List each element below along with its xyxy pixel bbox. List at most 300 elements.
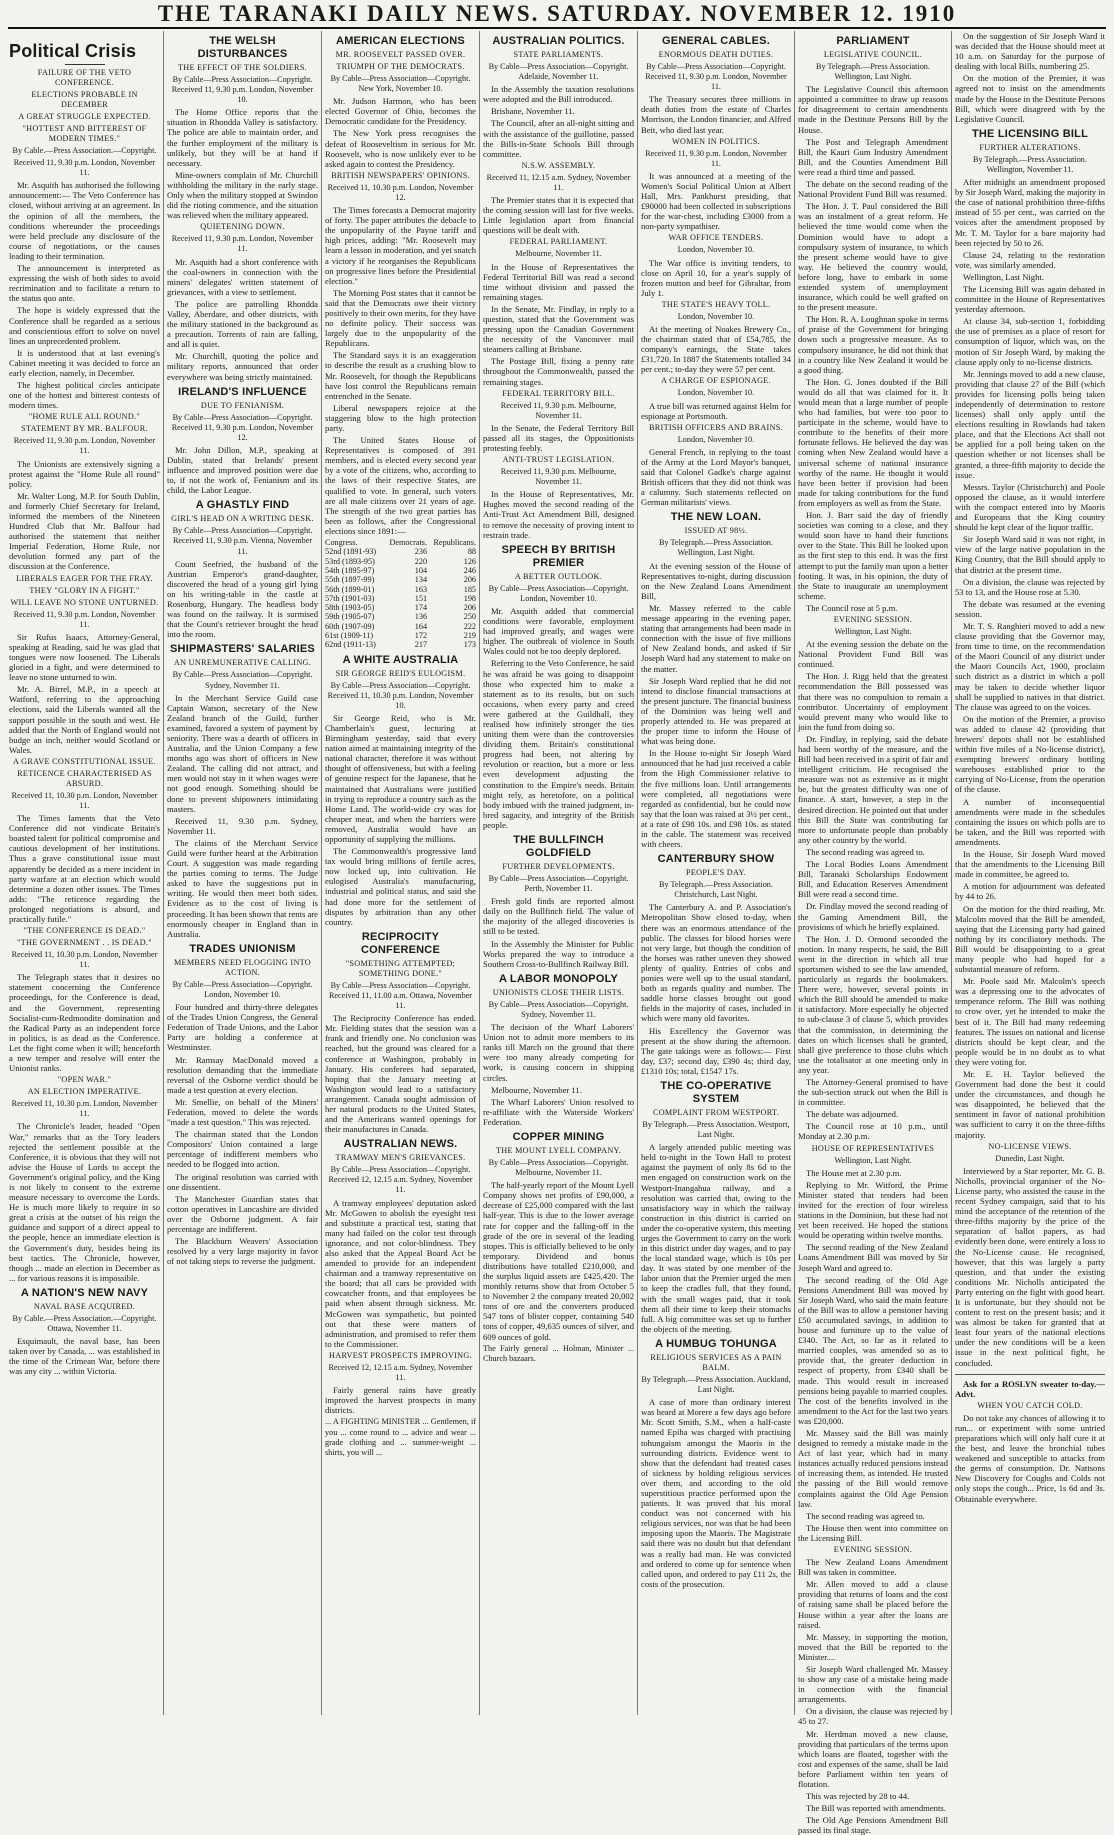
advertisement: Do not take any chances of allowing it to run... or experiment with some untried preparations which will only half cure it at the best, and leave the bronchial tubes weakened and susceptible to attacks from the germs of consumption. Dr. Nattsons New Discovery for Coughs and Colds not only stops the cough... Price, 1s 6d and 3s. Obtainable everywhere. — [955, 1412, 1105, 1504]
paragraph: Mr. Massey said the Bill was mainly designed to remedy a mistake made in the Act of last year, which had in many instances actually reduced pensions instead of increasing them, as intended. He trusted the passing of the Bill would remove complaints against the Old Age Pension law. — [798, 1428, 948, 1509]
paragraph: After midnight an amendment proposed by Sir Joseph Ward, making the majority in the case of national prohibition three-fifths instead of 55 per cent., was carried on the voices after the amendment proposed by Mr. T. M. Taylor for a bare majority had been rejected by 50 to 26. — [955, 177, 1105, 248]
table-cell: 236 — [414, 547, 428, 557]
subhead: SIR GEORGE REID'S EULOGISM. — [335, 668, 466, 678]
paragraph: Mr. Asquith added that commercial conditions were favorable, employment had improved greatly, and wages were higher. The outbreak of violence in South Wales could not be too deeply deplored. — [483, 605, 634, 657]
paragraph: Fresh gold finds are reported almost daily on the Bullfinch field. The value of the majority of the alleged discoveries is still to be tested. — [483, 896, 634, 937]
paragraph: Four hundred and thirty-three delegates of the Trades Union Congress, the General Federation of Trade Unions, and the Labor Party are holding a conference at Westminster. — [167, 1002, 318, 1053]
paragraph: Mr. Judson Harmon, who has been elected Governor of Ohio, becomes the Democratic candidate for the Presidency. — [325, 96, 476, 127]
subhead: ANTI-TRUST LEGISLATION. — [502, 455, 615, 465]
article-body — [483, 489, 634, 539]
paragraph: Sir Joseph Ward replied that he did not intend to disclose financial transactions at the present juncture. The financial business of the Dominion was being well and properly attended to. He was prepared at the proper time to inform the House of what was being done. — [641, 675, 791, 747]
paragraph: The Council, after an all-night sitting and with the assistance of the guillotine, passed the Bills-in-State Schools Bill through committee. — [483, 118, 634, 159]
article-body — [641, 94, 791, 134]
byline: By Cable—Press Association—Copyright. Melbourne, November 11. — [488, 1157, 629, 1178]
table-cell: 134 — [414, 575, 428, 585]
columns-container — [6, 31, 1108, 1835]
table-cell: 54th (1895-97) — [325, 565, 375, 575]
congress-table — [325, 538, 476, 650]
subhead: BRITISH NEWSPAPERS' OPINIONS. — [331, 170, 470, 180]
table-row — [325, 566, 476, 575]
paragraph: This was rejected by 28 to 44. — [806, 1791, 910, 1802]
table-header: Congress. — [325, 538, 358, 548]
headline-tohunga: A HUMBUG TOHUNGA — [655, 1337, 777, 1350]
paragraph: On the motion of the Premier, it was agreed not to insist on the amendments made by the House in the Destitute Persons Bill, which were disagreed with by the Legislative Council. — [955, 73, 1105, 124]
dateline: Received 11, 9.30 p.m. Melbourne, November 11. — [500, 467, 617, 487]
column-1 — [6, 31, 163, 1715]
subhead: HARVEST PROSPECTS IMPROVING. — [329, 1350, 472, 1360]
subhead: GIRL'S HEAD ON A WRITING DESK. — [171, 514, 314, 524]
headline-reciprocity: RECIPROCITY CONFERENCE — [360, 930, 440, 956]
subhead: NO-LICENSE VIEWS. — [988, 1141, 1072, 1151]
paragraph: The Hon. J. Rigg held that the greatest recommendation the Bill possessed was that there was no compulsion to remain a contributor. Uncertainty of employment would prevent many who would like to join the fund from doing so. — [798, 671, 948, 732]
table-cell: 52nd (1891-93) — [325, 547, 377, 557]
article-body — [641, 902, 791, 1076]
byline: By Cable.—Press Association.—Copyright. — [12, 146, 157, 155]
paragraph: The second reading of the New Zealand Loans Amendment Bill was moved by Sir Joseph Ward and agreed to. — [798, 1242, 948, 1273]
subhead: "THE CONFERENCE IS DEAD." — [23, 926, 146, 936]
subhead: ISSUED AT 98½. — [684, 526, 748, 536]
article-body — [641, 1142, 791, 1334]
paragraph: The second reading of the Old Age Pensions Amendment Bill was moved by Sir Joseph Ward, who said the main feature of the Bill was to allow a pensioner having £50 accumulated savings, in addition to house and furniture up to the value of £340. The Act, so far as it related to married couples, was amended so as to provide that, the greater deduction in respect of property, from £340 shall be made. This would result in increased pensions being payable to married couples. The cost of the benefits involved in the amendment to the Act for the last two years was £20,000. — [798, 1274, 948, 1426]
paragraph: Replying to Mr. Witford, the Prime Minister stated that tenders had been invited for the erection of four wireless stations in the Dominion, but these had not yet been received. He hoped the stations would be operating within twelve months. — [798, 1179, 948, 1241]
paragraph: The House then went into committee on the Licensing Bill. — [798, 1522, 948, 1543]
table-cell: 56th (1899-01) — [325, 584, 375, 594]
paragraph: In the House of Representatives the Federal Territorial Bill was read a second time without division and passed the remaining stages. — [483, 261, 634, 302]
paragraph: The hope is widely expressed that the Conference shall be regarded as a serious and conscientious effort to solve on novel lines an unprecedented problem. — [9, 305, 160, 346]
paragraph: Mr. E. H. Taylor believed the Government had done the best it could under the circumstances, and though he was disappointed, he believed that the sentiment in favor of national prohibition was sufficient to carry it on the three-fifths majority. — [955, 1069, 1105, 1140]
dateline: Received 11, 9.30 p.m. Melbourne, November 11. — [500, 400, 617, 420]
table-cell: 219 — [463, 631, 476, 640]
column-5 — [637, 31, 794, 1715]
subhead: BRITISH OFFICERS AND BRAINS. — [649, 422, 783, 432]
byline: By Telegraph.—Press Association. Wellington, Last Night. — [659, 538, 773, 558]
headline-white-australia: A WHITE AUSTRALIA — [342, 653, 459, 666]
table-header: Democrats. — [389, 538, 428, 548]
paragraph: The Times laments that the Veto Conference did not vindicate Britain's boasted talent for political compromise and cautious development of her institutions. Thus a grave constitutional issue must apparently be decided as a mere incident in party warfare at an election which would determine a dozen other issues. The Times adds: "The reticence regarding the prolonged negotiations is absurd, and practically futile." — [9, 813, 160, 924]
paragraph: Mr. Massey referred to the cable message appearing in the evening paper, stating that arrangements had been made in connection with the issue of five millions of New Zealand bonds, and asked if Sir Joseph Ward had any statement to make on the matter. — [641, 602, 791, 674]
table-cell: 206 — [463, 603, 476, 613]
subhead: PEOPLE'S DAY. — [686, 868, 746, 878]
paragraph: The Bill was reported with amendments. — [806, 1803, 946, 1814]
column-3 — [321, 31, 479, 1715]
byline: By Cable—Press Association—Copyright. Received 12, 12.15 a.m. Sydney, November 11. — [328, 1165, 473, 1195]
paragraph: Sir Joseph Ward said it was not right, in view of the large native population in the King Country, that the Bill should apply to that district at the present time. — [955, 534, 1105, 575]
table-cell: 151 — [414, 593, 428, 603]
table-cell: 57th (1901-03) — [325, 593, 375, 603]
headline-co-operative: THE CO-OPERATIVE SYSTEM — [660, 1079, 772, 1105]
column-6 — [794, 31, 951, 1835]
subhead: DUE TO FENIANISM. — [200, 400, 285, 410]
subhead: RELIGIOUS SERVICES AS A PAIN BALM. — [650, 1352, 782, 1372]
dateline: Melbourne, November 11. — [515, 249, 602, 259]
table-row — [325, 622, 476, 631]
masthead-rule — [8, 27, 1106, 29]
paragraph: Brisbane, November 11. — [491, 106, 575, 117]
dateline: Received 11, 9.30 p.m. London, November 11. — [13, 158, 156, 178]
paragraph: The Chronicle's leader, headed "Open War," remarks that as the Tory leaders rejected the settlement possible at the Conference, it is obvious that they will not advise the House of Lords to accept the Government's original policy, and the King is not likely to consent to the extreme measure necessary to overcome the Lords. He is much more likely to require in so great a crisis at the outset of his reign the guidance and support of a direct appeal to the people, hence an immediate election is the Government's duty, besides being its best tactics. The Chronicle, however, though ... made an election in December as ... for various reasons it is impossible. — [9, 1121, 160, 1283]
table-cell: 198 — [463, 593, 476, 603]
subhead: FURTHER DEVELOPMENTS. — [502, 862, 615, 871]
paragraph: The Hon. R. A. Loughnan spoke in terms of praise of the Government for bringing down such a progressive measure. As to compulsory insurance, he did not think that in a country like New Zealand it would be a good thing. — [798, 314, 948, 375]
table-row — [325, 631, 476, 640]
paragraph: Clause 24, relating to the restoration vote, was similarly amended. — [955, 249, 1105, 270]
paragraph: Fairly general rains have greatly improved the harvest prospects in many districts. — [325, 1385, 476, 1416]
article-body — [9, 632, 160, 755]
paragraph: It was announced at a meeting of the Women's Social Political Union at Albert Hall, Mrs. Pankhurst presiding, that £90000 had been collected in subscriptions for the war-chest, including £3000 from a non-party sympathiser. — [641, 170, 791, 232]
subhead: FURTHER ALTERATIONS. — [979, 142, 1081, 152]
subhead: WAR OFFICE TENDERS. — [668, 233, 764, 243]
paragraph: In the Merchant Service Guild case Captain Watson, secretary of the New Zealand branch of the Guild, further examined, favored a system of payment by seniority. There was a dearth of officers in Australia, and the Union Company a few months ago was short of officers in New Zealand. The calling did not attract, and men would not stay in it when wages were not good enough. Something should be done to prevent shipowners intimidating masters. — [167, 692, 318, 814]
paragraph: The Blackburn Weavers' Association resolved by a very large majority in favor of not taking steps to reverse the judgment. — [167, 1236, 318, 1267]
paragraph: A largely attended public meeting was held to-night in the Town Hall to protest against the payment of only 8s 6d to the men engaged on construction work on the Westport-Inangahua railway, and a resolution was carried that, owing to the unsatisfactory way in which the railway construction in this district is carried on under the co-operative system, this meeting urges the Government to carry on the work in this district under day wages, and to pay the local standard wage, which is 10s per day. It was stated by one member of the labor union that the Premier urged the men to keep the cradles full, that they found, with the small wages paid, that it took them all their time to keep their stomachs full. A big committee was set up to further the objects of the meeting. — [641, 1142, 791, 1334]
subhead: UNIONISTS CLOSE THEIR LISTS. — [492, 987, 625, 997]
subhead: RETICENCE CHARACTERISED AS ABSURD. — [17, 768, 152, 788]
article-body — [325, 1013, 476, 1134]
paragraph: Sir George Reid, who is Mr. Chamberlain's guest, lecturing at Birmingham yesterday, said that every nation aimed at maintaining integrity of the national character, therefore it was without thought of offensiveness, but with a feeling of genuine respect for the Japanese, that he maintained that Australians were justified in trying to reproduce a country such as the Home Land. The world-wide cry was for cheaper meat, and when the barriers were removed, Australia would have an opportunity of supplying the millions. — [325, 712, 476, 844]
paragraph: In the House to-night Sir Joseph Ward announced that he had just received a cable from the High Commissioner relative to the five millions loan. Until arrangements were completed, all negotiations were regarded as confidential, but he could now say that the loan was raised at 3½ per cent., at a rate of £98 10s. and £98 10s. as stated in the cable. The statement was received with cheers. — [641, 748, 791, 850]
article-body — [325, 96, 476, 169]
paragraph: The debate was adjourned. — [806, 1109, 899, 1120]
paragraph: The Standard says it is an exaggeration to describe the result as a crushing blow to Mr. Roosevelt, for though the Republicans have lost control the Republicans remain entrenched in the Senate. — [325, 350, 476, 401]
table-header: Republicans. — [433, 538, 476, 548]
paragraph: Mr. Asquith had a short conference with the coal-owners in connection with the miners' delegates' written statement of grievances, with a view to settlement. — [167, 256, 318, 297]
paragraph: At the meeting of Noakes Brewery Co., the chairman stated that of £54,785, the company's earnings, the State takes £31,720. In 1887 the Statements totalled 34 per cent.; to-day they were 57 per cent. — [641, 323, 791, 375]
paragraph: A case of more than ordinary interest was heard at Morere a few days ago before Mr. Scott Smith, S.M., when a half-caste named Epiha was charged with practising tohungaism amongst the Maoris in the surrounding districts. Evidence went to show that the defendant had treated cases of sickness by holding religious services over them, and according to the old superstitious practice performed upon the patients. It was proved that his moral conduct was not concerned with his religious services, nor was that he had been imposing upon the Maoris. The Magistrate said there was no doubt but that defendant was a really bad man. He was convicted and ordered to come up for sentence when called upon, and ordered to pay £11 2s, the costs of the prosecution. — [641, 1397, 791, 1589]
paragraph: Referring to the Veto Conference, he said he was afraid he was going to disappoint those who expected him to make a statement as to its results, but on such occasions, when every party and creed were gathered at the Guildhall, they realised how infinitely stronger the ties uniting them were than the controversies dividing them. Britain's constitutional progress had been, not altering by revolution or reaction, but a more or less even development adjusting the constitution to the Empire's needs. Britain might rely, as heretofore, on a political body imbued with the trained judgment, in-bred sagacity, and integrity of the British people. — [483, 658, 634, 830]
byline: By Cable—Press Association—Copyright. Sydney, November 11. — [172, 670, 313, 690]
paragraph: A true bill was returned against Helm for espionage at Portsmouth. — [641, 400, 791, 421]
article-body — [641, 447, 791, 508]
article-body — [641, 561, 791, 850]
headline-british-premier: SPEECH BY BRITISH PREMIER — [501, 543, 616, 569]
dateline: Received 11, 9.30 p.m. London, November 11. — [13, 436, 156, 456]
table-cell: 60th (1907-09) — [325, 621, 375, 631]
article-body — [325, 1385, 476, 1415]
deck: A GREAT STRUGGLE EXPECTED. — [18, 112, 151, 121]
article-body — [167, 257, 318, 382]
dateline: Received 11, 9.30 p.m. London, November 11. — [13, 609, 156, 629]
paragraph: Mr. Ramsay MacDonald moved a resolution demanding that the immediate reversal of the Osborne verdict should be made a test question at every election. — [167, 1054, 318, 1095]
paragraph: Mr. T. S. Ranghieri moved to add a new clause providing that the Governor may, from time to time, on the recommendation of the Maori Council of any district under the Maori Councils Act, 1900, proclaim such district as a district in which a poll may be taken to decide whether liquor shall be supplied to natives in that district. The clause was agreed to on the voices. — [955, 620, 1105, 712]
headline-ghastly: A GHASTLY FIND — [195, 499, 290, 512]
byline: By Cable—Press Association—Copyright. Sydney, November 11. — [488, 999, 629, 1019]
paragraph: The Canterbury A. and P. Association's Metropolitan Show closed to-day, when there was an enormous attendance of the public. The classes for blood horses were not very large, but though the condition of the horses was rather uneven they showed plenty of quality. Entries of cobs and ponies were well up to the usual standard, both as regards quality and number. The saddle horse classes brought out good fields in the majority of cases, included in which were many old favorites. — [641, 902, 791, 1024]
headline-political-crisis: Political Crisis — [9, 41, 137, 61]
subhead: COMPLAINT FROM WESTPORT. — [652, 1107, 780, 1117]
subhead: THE EFFECT OF THE SOLDIERS. — [177, 63, 308, 72]
article-body — [798, 1168, 948, 1543]
subhead: WOMEN IN POLITICS. — [672, 136, 760, 146]
byline: By Cable—Press Association—Copyright. Received 11, 9.30 p.m. London, November 11. — [645, 62, 787, 92]
subhead: MEMBERS NEED FLOGGING INTO ACTION. — [173, 957, 312, 977]
byline: By Cable—Press Association—Copyright. Adelaide, November 11. — [488, 62, 629, 82]
paragraph: Messrs. Taylor (Christchurch) and Poole opposed the clause, as it would interfere with the compact entered into by Maoris and Europeans that the King country should be kept clear of the liquor traffic. — [955, 481, 1105, 533]
table-cell: 222 — [463, 621, 476, 631]
paragraph: In the Senate, Mr. Findlay, in reply to a question, stated that the Government was pressing upon the Canadian Government the necessity of the Vancouver mail steamers calling at Brisbane. — [483, 303, 634, 355]
paragraph: Dr. Findlay moved the second reading of the Gaming Amendment Bill, the provisions of which he briefly explained. — [798, 901, 948, 932]
table-row — [325, 640, 476, 649]
paragraph: The second reading was agreed to. — [806, 1510, 925, 1521]
paragraph: The Attorney-General promised to have the sub-section struck out when the Bill is in committee. — [798, 1077, 948, 1108]
paragraph: Dr. Findlay, in replying, said the debate had been worthy of the measure, and the Bill had been received in a spirit of fair and intelligent criticism. He recognised the measure was not as extensive as it might be, but the greatest difficulty was one of finance. A start, however, a step in the desired direction. He pointed out that under this Bill the State was contributing far more to unfortunate people than probably any other country by the world. — [798, 733, 948, 845]
byline: By Telegraph.—Press Association. Wellington, November 11. — [973, 154, 1087, 174]
article-body — [483, 1022, 634, 1127]
paragraph: A number of inconsequential amendments were made in the schedules containing the issues on which polls are to be taken, and the Bill was reported with amendments. — [955, 796, 1105, 847]
subhead: THE STATE'S HEAVY TOLL. — [661, 299, 771, 309]
dateline: Received 11, 10.30 p.m. London, November 12. — [327, 182, 474, 202]
dateline: Received 11, 9.30 p.m. London, November 11. — [171, 234, 314, 254]
subhead: A BETTER OUTLOOK. — [514, 571, 603, 581]
article-body — [641, 171, 791, 232]
paragraph: Hon. J. Barr said the day of friendly societies was coming to a close, and they would soon have to hand their functions over to the State. This Bill he looked upon as the first step to this end. It was the first attempt to put the family man upon a better footing. It was, in his opinion, the duty of the State to inaugurate an unemployment scheme. — [798, 510, 948, 601]
paragraph: On the suggestion of Sir Joseph Ward it was decided that the House should meet at 10 a.m. on Saturday for the purpose of dealing with local Bills, numbering 25. — [955, 31, 1105, 72]
paragraph: The highest political circles anticipate one of the hottest and bitterest contests of modern times. — [9, 380, 160, 411]
subhead: "THE GOVERNMENT . . IS DEAD." — [17, 938, 152, 948]
subhead: A CHARGE OF ESPIONAGE. — [661, 376, 771, 386]
article-body — [325, 205, 476, 536]
article-body — [9, 1336, 160, 1376]
paragraph: The debate was resumed at the evening session. — [955, 598, 1105, 619]
paragraph: At the evening session of the House of Representatives to-night, during discussion on the New Zealand Loans Amendment Bill, — [641, 560, 791, 601]
article-body — [9, 813, 160, 924]
table-cell: 136 — [414, 612, 428, 622]
subhead: TRAMWAY MEN'S GRIEVANCES. — [335, 1153, 466, 1163]
paragraph: The second reading was agreed to. — [806, 846, 925, 857]
paragraph: Mr. Asquith has authorised the following announcement:— The Veto Conference has closed, without arriving at an agreement. In the opinion of all the members, the conditions whereunder the proceedings were held preclude any disclosure of the course of negotiations, or the causes leading to their termination. — [9, 180, 160, 261]
paragraph: Mr. Poole said Mr. Malcolm's speech was a depressing one to the advocates of temperance reform. The Bill was nothing to crow over, yet he intended to make the best of it. The Bill had many redeeming features. The issues on national and license districts should be kept clear, and the people would be in no doubt as to what they were voting for. — [955, 976, 1105, 1067]
paragraph: The Home Office reports that the situation in Rhondda Valley is satisfactory. The police are able to maintain order, and the further employment of the military is unlikely, but they will be at hand if necessary. — [167, 107, 318, 168]
table-row — [325, 594, 476, 603]
table-cell: 61st (1909-11) — [325, 631, 374, 640]
paragraph: In the House of Representatives, Mr. Hughes moved the second reading of the Anti-Trust Act Amendment Bill, designed to remove the necessity of proving intent to restrain trade. — [483, 489, 634, 540]
dateline: Received 11, 10.30 p.m. London, November 11. — [11, 790, 158, 810]
headline-canterbury: CANTERBURY SHOW — [657, 853, 775, 866]
divider — [65, 64, 105, 65]
deck: "HOTTEST AND BITTEREST OF MODERN TIMES." — [22, 124, 147, 143]
headline-australian-news: AUSTRALIAN NEWS. — [343, 1138, 458, 1151]
article-body — [483, 1180, 634, 1342]
article-body — [798, 639, 948, 1142]
table-cell: 174 — [414, 603, 428, 613]
subhead: MR. ROOSEVELT PASSED OVER. — [335, 50, 466, 59]
byline: By Cable—Press Association—Copyright. Received 11, 9.30 p.m. Vienna, November 11. — [172, 526, 313, 556]
article-body — [167, 693, 318, 939]
byline: By Cable.—Press Association.—Copyright. Ottawa, November 11. — [12, 1313, 157, 1333]
subhead: ENORMOUS DEATH DUTIES. — [658, 50, 774, 59]
paragraph: The Wharf Laborers' Union resolved to re-affiliate with the Waterside Workers' Federation. — [483, 1096, 634, 1127]
paragraph: The New Zealand Loans Amendment Bill was taken in committee. — [798, 1557, 948, 1578]
paragraph: At clause 34, sub-section 1, forbidding the use of premises as a place of resort for consumption of liquor, which was, on the motion of Sir Joseph Ward, by making the clause apply only to no-license districts. — [955, 316, 1105, 367]
article-body — [641, 258, 791, 298]
paragraph: The Manchester Guardian states that cotton operatives in Lancashire are divided over the Osborne judgment. A fair percentage are indifferent. — [167, 1193, 318, 1234]
table-header-row — [325, 538, 476, 547]
table-cell: 164 — [414, 621, 428, 631]
table-cell: 206 — [463, 575, 476, 585]
article-body — [9, 459, 160, 572]
subhead: STATEMENT BY MR. BALFOUR. — [21, 424, 148, 434]
paragraph: Mr. John Dillon, M.P., speaking at Dublin, stated that Irelands' present influence and improved position were due to, if not the work of, Fenianism and its child, the Labor League. — [167, 444, 318, 496]
headline-american: AMERICAN ELECTIONS — [336, 35, 465, 47]
paragraph: Wellington, Last Night. — [963, 271, 1044, 282]
subhead: LIBERALS EAGER FOR THE FRAY. — [16, 573, 153, 583]
article-body — [483, 195, 634, 235]
subhead: EVENING SESSION. — [833, 1545, 913, 1555]
subhead: AN ELECTION IMPERATIVE. — [27, 1087, 142, 1097]
paragraph: Received 11, 9.30 p.m. Sydney, November 11. — [167, 815, 318, 836]
article-body — [641, 401, 791, 421]
dateline: Received 12, 12.15 a.m. Sydney, November 11. — [328, 1362, 473, 1383]
paragraph: Mr. Walter Long, M.P. for South Dublin, and formerly Chief Secretary for Ireland, informed the members of the Nineteen Hundred Club that Mr. Balfour had authorised the statement that neither Imperial Federation, Home Rule, nor devolution formed any part of the discussion at the Conference. — [9, 490, 160, 572]
paragraph: In the Senate, the Federal Territory Bill passed all its stages, the Oppositionists protesting feebly. — [483, 422, 634, 453]
table-row — [325, 575, 476, 584]
paragraph: The Times forecasts a Democrat majority of forty. The paper attributes the debacle to the unpopularity of the Payne tariff and high prices, adding: "Mr. Roosevelt may learn a lesson in moderation, and yet snatch a victory if he reorganises the Republicans on progressive lines before the Presidential election." — [325, 205, 476, 286]
paragraph: The New York press recognises the defeat of Rooseveltism in serious for Mr. Roosevelt, who is now unlikely ever to be asked again to contest the Presidency. — [325, 128, 476, 169]
paragraph: The United States House of Representatives is composed of 391 members, and is elected every second year by a vote of the citizens, who, according to the laws of their respective States, are qualified to vote. In general, such voters are all male citizens over 21 years of age. The strength of the two great parties has been as follows, after the Congressional elections since 1891:— — [325, 435, 476, 536]
table-cell: 246 — [463, 565, 476, 575]
paragraph: Mr. Massey, in supporting the motion, moved that the Bill be reported to the Minister.... — [798, 1631, 948, 1662]
paragraph: Mr. Allen moved to add a clause providing that returns of loans and the cost of raising same shall be placed before the House within a year after the loans are raised. — [798, 1579, 948, 1630]
paragraph: The Local Bodies Loans Amendment Bill, Taranaki Scholarships Endowment Bill, and Education Reserves Amendment Bill were read a second time. — [798, 859, 948, 900]
table-cell: 250 — [463, 612, 476, 622]
paragraph: The original resolution was carried with one dissentient. — [167, 1171, 318, 1192]
headline-bullfinch: THE BULLFINCH GOLDFIELD — [513, 834, 604, 859]
dateline: London, November 10. — [677, 311, 755, 321]
table-body — [325, 547, 476, 649]
article-body — [167, 445, 318, 495]
subhead: FEDERAL PARLIAMENT. — [509, 237, 608, 247]
column-4 — [479, 31, 637, 1715]
paragraph: The Council rose at 10 p.m., until Monday at 2.30 p.m. — [798, 1121, 948, 1142]
headline-labor-monopoly: A LABOR MONOPOLY — [498, 972, 619, 985]
paragraph: The chairman stated that the London Compositors' Union contained a large percentage of indifferent members who needed to be flogged into action. — [167, 1129, 318, 1170]
deck: FAILURE OF THE VETO CONFERENCE. — [37, 68, 132, 87]
byline: By Cable—Press Association—Copyright. Received 11, 10.30 p.m. London, November 10. — [327, 680, 474, 710]
table-cell: 173 — [463, 640, 476, 650]
article-body — [955, 31, 1105, 124]
headline-shipmasters: SHIPMASTERS' SALARIES — [170, 643, 315, 656]
subhead: EVENING SESSION. — [833, 614, 913, 624]
table-cell: 126 — [463, 556, 476, 566]
paragraph: Mr. Smellie, on behalf of the Miners' Federation, moved to delete the words "made a test question." This was rejected. — [167, 1096, 318, 1128]
paragraph: His Excellency the Governor was present at the show during the afternoon. The gate takings were as follows:— First day, £37; second day, £390 4s; third day, £1310 10s; total, £1547 17s. — [641, 1025, 791, 1076]
article-body — [641, 1397, 791, 1589]
column-2 — [163, 31, 321, 1715]
subhead: "HOME RULE ALL ROUND." — [28, 412, 141, 422]
paragraph: General French, in replying to the toast of the Army at the Lord Mayor's banquet, said that Colonel Gadke's charge against British officers that they did not think was a calumny. Such statements reflected on German militarists' views. — [641, 446, 791, 508]
table-cell: 55th (1897-99) — [325, 575, 375, 585]
article-body — [483, 84, 634, 159]
article-body — [798, 84, 948, 613]
dateline: London, November 10. — [677, 434, 755, 444]
paragraph: The Premier states that it is expected that the coming session will last for five weeks. Little legislation apart from financial questions will be dealt with. — [483, 195, 634, 236]
subhead: THEY "GLORY IN A FIGHT." — [29, 585, 140, 595]
paragraph: In the House, Sir Joseph Ward moved that the amendments to the Licensing Bill made in committee, be agreed to. — [955, 849, 1105, 880]
dateline: Received 11, 9.30 p.m. London, November 11. — [645, 148, 787, 168]
headline-navy: A NATION'S NEW NAVY — [20, 1286, 149, 1299]
byline: By Cable—Press Association—Copyright. Received 11, 9.30 p.m. London, November 10. — [171, 75, 314, 105]
byline: By Telegraph.—Press Association. Christchurch, Last Night. — [659, 880, 773, 900]
headline-general-cables: GENERAL CABLES. — [662, 35, 770, 47]
paragraph: At the evening session the debate on the National Provident Fund Bill was continued. — [798, 639, 948, 670]
paragraph: On a division, the clause was rejected by 45 to 27. — [798, 1706, 948, 1727]
paragraph: Esquimault, the naval base, has been taken over by Canada, ... was established in the time of the Crimean War, before there was any city ... within Victoria. — [9, 1336, 160, 1377]
paragraph: It is understood that at last evening's Cabinet meeting it was decided to force an early election, namely, in December. — [9, 347, 160, 378]
subhead: FEDERAL TERRITORY BILL. — [502, 388, 615, 398]
headline-new-loan: THE NEW LOAN. — [670, 511, 762, 524]
paragraph: The Old Age Pensions Amendment Bill passed its final stage. — [798, 1815, 948, 1835]
table-row — [325, 557, 476, 566]
paragraph: In the Assembly the Minister for Public Works prepared the way to introduce a Southern Cross-to-Bullfinch Railway Bill. — [483, 938, 634, 969]
subhead: WILL LEAVE NO STONE UNTURNED. — [10, 597, 159, 607]
paragraph: A motion for adjournment was defeated by 44 to 26. — [955, 881, 1105, 902]
ad-heading: WHEN YOU CATCH COLD. — [977, 1400, 1083, 1410]
table-cell: 104 — [414, 565, 428, 575]
paragraph: The War office is inviting tenders, to close on April 10, for a year's supply of frozen mutton and beef for Gibraltar, from July 1. — [641, 257, 791, 298]
subhead: AN UNREMUNERATIVE CALLING. — [173, 658, 312, 668]
paragraph: The debate on the second reading of the National Provident Fund Bill was resumed. — [798, 179, 948, 200]
subhead: NAVAL BASE ACQUIRED. — [33, 1301, 136, 1311]
paragraph: The decision of the Wharf Laborers' Union not to admit more members to its ranks till March on the ground that there were too many already competing for work, is causing concern in shipping circles. — [483, 1022, 634, 1083]
paragraph: On the motion of the Premier, a proviso was added to clause 42 (providing that brewers' depots shall not be established within five miles of a No-license district), exempting brewers' ordinary bottling warehouses established prior to the carrying of No-License, from the operation of the clause. — [955, 713, 1105, 795]
article-body — [483, 262, 634, 387]
subhead: A GRAVE CONSTITUTIONAL ISSUE. — [13, 756, 156, 766]
dateline: Dunedin, Last Night. — [995, 1153, 1065, 1163]
headline-australian-politics: AUSTRALIAN POLITICS. — [492, 35, 625, 47]
paragraph: The announcement is interpreted as expressing the wish of both sides to avoid recrimination and to facilitate a return to the status quo ante. — [9, 263, 160, 304]
article-body — [9, 972, 160, 1073]
dateline: Wellington, Last Night. — [834, 626, 912, 636]
fragment-text: The Fairly general ... Holman, Minister ... Church bazaars. — [483, 1343, 634, 1363]
table-cell: 58th (1903-05) — [325, 603, 375, 613]
article-body — [167, 559, 318, 640]
byline: By Telegraph.—Press Association. Wellington, Last Night. — [816, 62, 930, 82]
table-row — [325, 603, 476, 612]
paragraph: The Postage Bill, fixing a penny rate throughout the Commonwealth, passed the remaining stages. — [483, 356, 634, 387]
article-body — [167, 1002, 318, 1266]
article-body — [9, 1121, 160, 1283]
dateline: Received 11, 10.30 p.m. London, November 11. — [11, 950, 158, 970]
article-body — [167, 107, 318, 220]
paragraph: Mr. Jennings moved to add a new clause, providing that clause 27 of the Bill (which provides for licensing polls being taken independently of determination to restore licenses) shall only apply until the elections resulting in Rowlands had taken place, and that the Elections Act shall not be applied for a poll being taken on the question whether or not licenses shall be granted, a three-fifth majority to decide the issue. — [955, 368, 1105, 480]
subhead: "SOMETHING ATTEMPTED; SOMETHING DONE." — [345, 958, 456, 978]
article-body — [798, 1557, 948, 1835]
byline: By Cable—Press Association—Copyright. London, November 10. — [488, 583, 629, 603]
paragraph: The claims of the Merchant Service Guild were further heard at the Arbitration Court. A suggestion was made regarding the parties coming to terms. The Judge asked to have the suggestions put in writing. He would then meet both sides. Evidence as to the cost of living is proceeding. It has been shown that rents are enormously cheaper in England than in Australia. — [167, 837, 318, 939]
paragraph: The Reciprocity Conference has ended. Mr. Fielding states that the session was a frank and friendly one. No conclusion was reached, but the ground was cleared for a conference at Washington, probably in January. His conferees had separated, hoping that the January meeting at Washington would lead to a satisfactory arrangement. Canada sought admission of her natural products to the United States, and the Americans wanted openings for their manufactures in Canada. — [325, 1013, 476, 1135]
headline-licensing: THE LICENSING BILL — [971, 127, 1089, 140]
byline: By Telegraph.—Press Association. Westport, Last Night. — [642, 1119, 790, 1140]
paragraph: The Unionists are extensively signing a protest against the "Home Rule all round" policy. — [9, 458, 160, 489]
table-cell: 172 — [414, 631, 428, 640]
headline-welsh: THE WELSH DISTURBANCES — [197, 35, 288, 60]
table-row — [325, 612, 476, 621]
article-body — [641, 324, 791, 374]
paragraph: The police are patrolling Rhondda Valley, Aberdare, and other districts, with the military stationed in the background as a precaution. Torrents of rain are falling, and all is quiet. — [167, 298, 318, 350]
byline: By Cable—Press Association—Copyright. Perth, November 11. — [488, 874, 629, 894]
subhead: "OPEN WAR." — [57, 1075, 112, 1085]
paragraph: The Hon. G. Jones doubted if the Bill would do all that was claimed for it. It would mean that a large number of people who had families, but were too poor to participate in the scheme, would have to contribute to the benefits of their more fortunate fellows. He believed the day was coming when New Zealand would have a universal scheme of national insurance worthy of the name. He thought it would have been better if provision had been made for taking contributions for the fund from employers as well as from the State. — [798, 376, 948, 508]
article-body — [483, 423, 634, 453]
dateline: London, November 10. — [677, 245, 755, 255]
paragraph: The Treasury secures three millions in death duties from the estate of Charles Morrison, the London financier, and Alfred Beit, who died last year. — [641, 94, 791, 135]
subhead: THE MOUNT LYELL COMPANY. — [495, 1145, 622, 1155]
table-cell: 88 — [467, 547, 476, 557]
article-body — [955, 1166, 1105, 1368]
subhead: HOUSE OF REPRESENTATIVES — [811, 1143, 935, 1153]
column-7 — [951, 31, 1108, 1715]
paragraph: The Commonwealth's progressive land tax would bring millions of fertile acres, now locked up, into cultivation. He eulogised Australia's manufacturing, industrial and political status, and said she had done more for the settlement of disputes by arbitration than any other country. — [325, 846, 476, 927]
paragraph: Mine-owners complain of Mr. Churchill withholding the military in the early stage. Only when the military stopped at Swindon did the rioting commence, and the situation was relieved when the military appeared. — [167, 169, 318, 221]
